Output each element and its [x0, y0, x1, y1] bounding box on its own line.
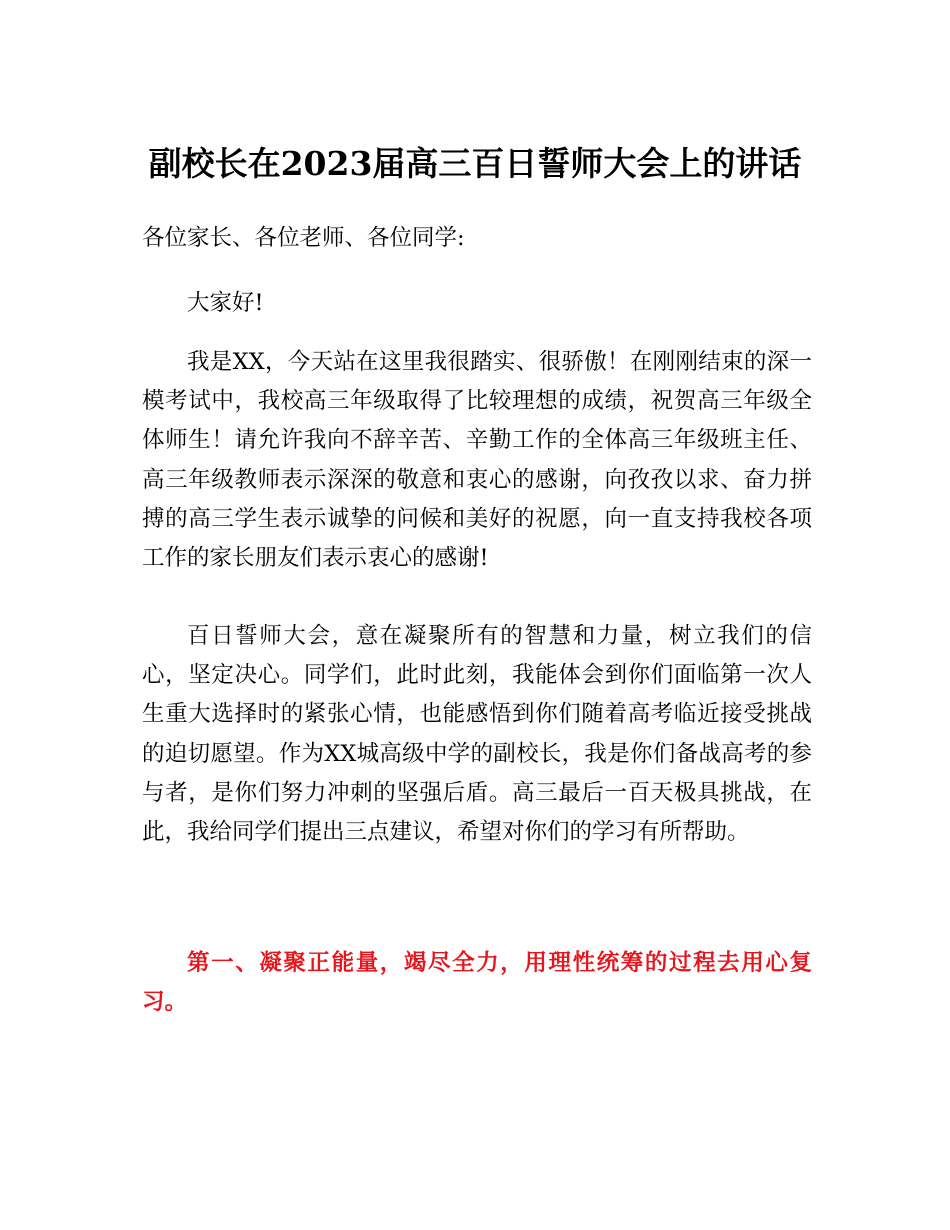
section-heading-1: 第一、凝聚正能量，竭尽全力，用理性统筹的过程去用心复习。 [142, 950, 812, 1016]
paragraph-2: 百日誓师大会，意在凝聚所有的智慧和力量，树立我们的信心，坚定决心。同学们，此时此刻，我能体会到你们面临第一次人生重大选择时的紧张心情，也能感悟到你们随着高考临近接受挑战的迫切愿望。作为XX城高级中学的副校长，我是你们备战高考的参与者，是你们努力冲刺的坚强后盾。高三最后一百天极具挑战，在此，我给同学们提出三点建议，希望对你们的学习有所帮助。 [142, 623, 812, 846]
salutation: 各位家长、各位老师、各位同学: [142, 225, 465, 251]
document-title: 副校长在2023届高三百日誓师大会上的讲话 [148, 144, 802, 183]
greeting: 大家好! [187, 290, 264, 316]
paragraph-1: 我是XX，今天站在这里我很踏实、很骄傲！在刚刚结束的深一模考试中，我校高三年级取得了比较理想的成绩，祝贺高三年级全体师生！请允许我向不辞辛苦、辛勤工作的全体高三年级班主任、高三年级教师表示深深的敬意和衷心的感谢，向孜孜以求、奋力拼搏的高三学生表示诚挚的问候和美好的祝愿，向一直支持我校各项工作的家长朋友们表示衷心的感谢! [142, 349, 812, 572]
